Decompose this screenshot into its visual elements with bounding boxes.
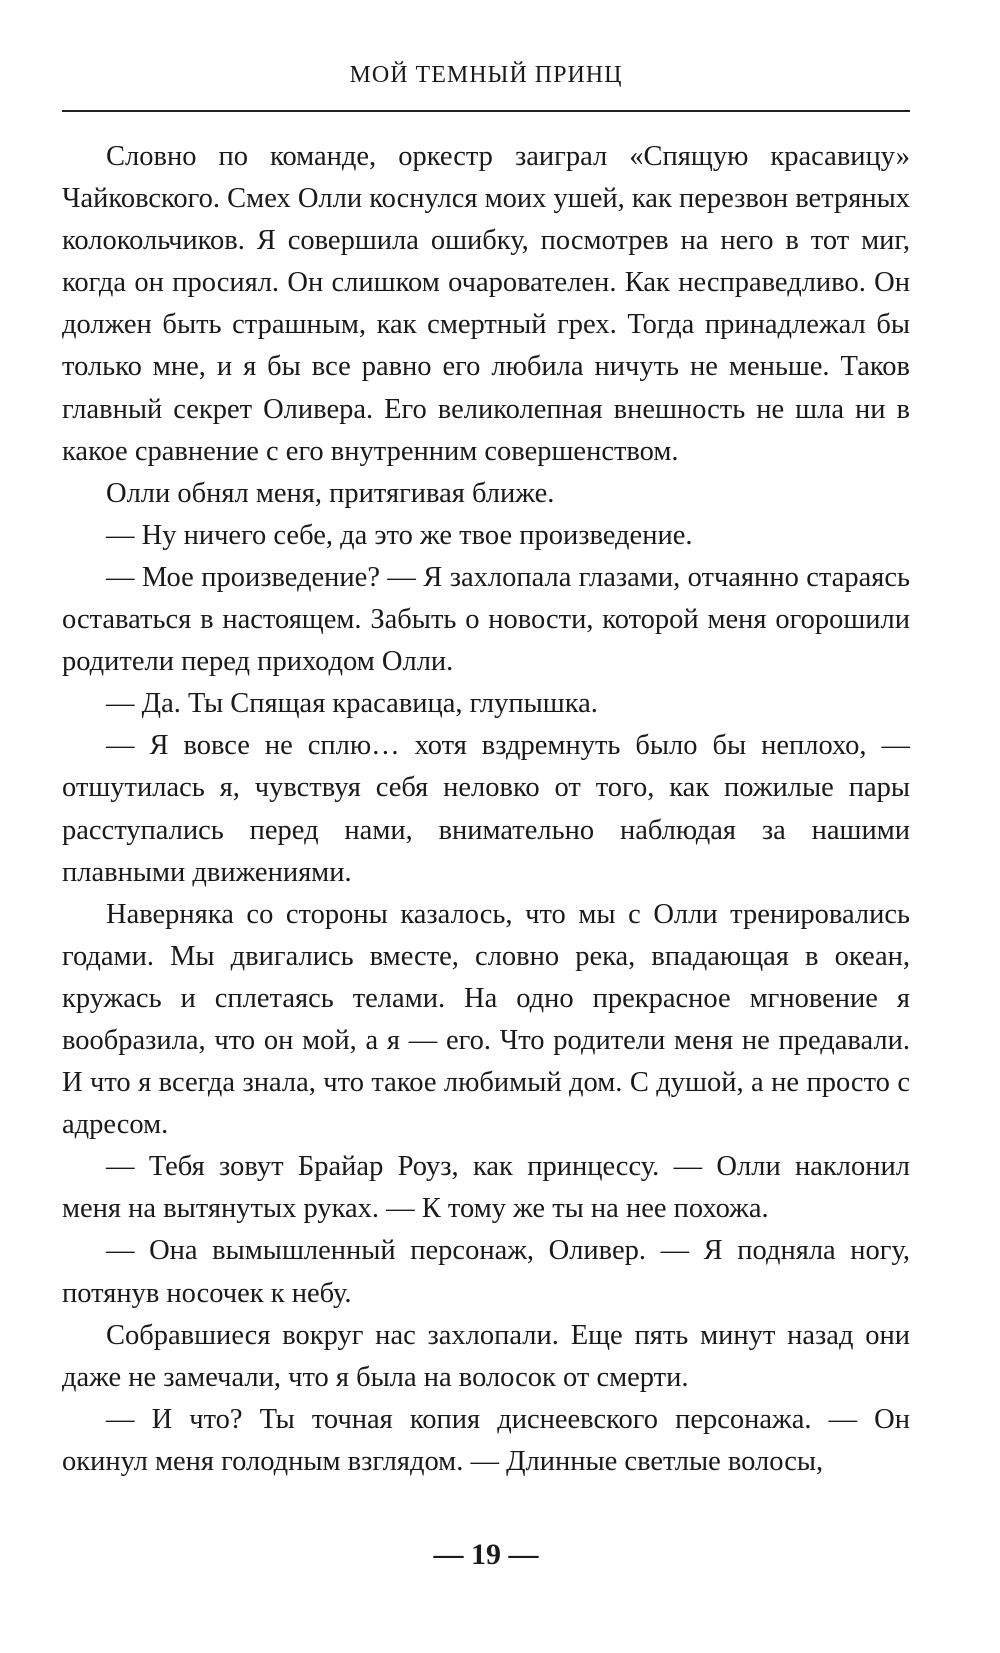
paragraph: Наверняка со стороны казалось, что мы с Олли тренировались годами. Мы двигались вместе, словно река, впадающая в океан, кружась и сплетаясь телами. На одно прекрасное мгновение я вообразила, что он мой, а я — его. Что родители меня не предавали. И что я всегда знала, что такое любимый дом. С душой, а не просто с адресом. [62,898,910,1141]
paragraph: — Она вымышленный персонаж, Оливер. — Я подняла ногу, потянув носочек к небу. [62,1235,910,1309]
paragraph: — Мое произведение? — Я захлопала глазами, отчаянно стараясь оставаться в настоящем. Забыть о новости, которой меня огорошили родители перед приходом Олли. [62,561,910,678]
paragraph: — Я вовсе не сплю… хотя вздремнуть было бы неплохо, — отшутилась я, чувствуя себя неловко от того, как пожилые пары расступались перед нами, внимательно наблюдая за нашими плавными движениями. [62,730,910,888]
paragraph: — Ну ничего себе, да это же твое произведение. [106,519,693,551]
paragraph: — И что? Ты точная копия диснеевского персонажа. — Он окинул меня голодным взглядом. — Длинные светлые волосы, [62,1403,910,1477]
paragraph: Собравшиеся вокруг нас захлопали. Еще пять минут назад они даже не замечали, что я была на волосок от смерти. [62,1319,910,1393]
paragraph: — Тебя зовут Брайар Роуз, как принцессу. — Олли наклонил меня на вытянутых руках. — К тому же ты на нее похожа. [62,1151,910,1225]
paragraph: Словно по команде, оркестр заиграл «Спящую красавицу» Чайковского. Смех Олли коснулся моих ушей, как перезвон ветряных колокольчиков. Я совершила ошибку, посмотрев на него в тот миг, когда он просиял. Он слишком очарователен. Как несправедливо. Он должен быть страшным, как смертный грех. Тогда принадлежал бы только мне, и я бы все равно его любила ничуть не меньше. Таков главный секрет Оливера. Его великолепная внешность не шла ни в какое сравнение с его внутренним совершенством. [62,141,910,467]
running-head: МОЙ ТЕМНЫЙ ПРИНЦ [349,62,623,88]
body-text [62,136,910,1483]
page-number: — 19 — [433,1538,539,1571]
paragraph: Олли обнял меня, притягивая ближе. [106,477,555,509]
paragraph: — Да. Ты Спящая красавица, глупышка. [106,688,598,720]
header-rule [62,110,910,112]
